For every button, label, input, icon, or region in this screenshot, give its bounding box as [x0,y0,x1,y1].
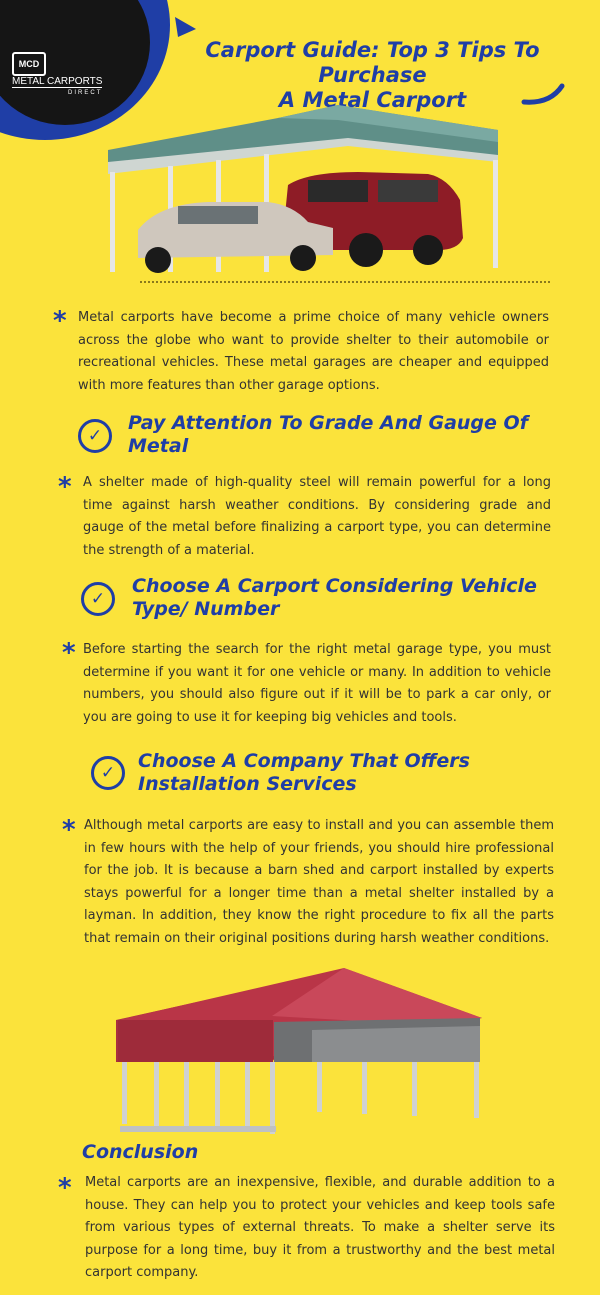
conclusion-heading: Conclusion [82,1141,199,1163]
brand-name: METAL CARPORTS [12,76,103,87]
brand-subname: DIRECT [12,87,102,99]
tip-1-heading: Pay Attention To Grade And Gauge Of Metal [128,412,528,457]
tip-3-paragraph: Although metal carports are easy to install and you can assemble them in few hours with the help of your friends, you should hire professional for the job. It is because a barn shed and carport installed by experts stays powerful for a longer time than a metal shelter installed by a layman. In addition, they know the right procedure to fix all the parts that remain on their original positions during harsh weather conditions. [84,818,554,946]
checkmark-icon: ✓ [78,419,112,453]
asterisk-icon: * [62,638,76,668]
tip-3-heading: Choose A Company That Offers Installation Services [138,750,470,795]
tip-2-heading: Choose A Carport Considering Vehicle Type/ Number [132,575,537,620]
tip-1-paragraph: A shelter made of high-quality steel will remain powerful for a long time against harsh weather conditions. By considering grade and gauge of the metal before finalizing a carport type, you can determine the strength of a material. [83,475,551,558]
red-carport-image [112,950,487,1145]
asterisk-icon: * [58,472,72,502]
tip-2-paragraph: Before starting the search for the right metal garage type, you must determine if you want it for one vehicle or many. In addition to vehicle numbers, you should also figure out if it will be to park a car only, or you are going to use it for keeping big vehicles and tools. [83,642,551,725]
triangle-icon [172,15,198,39]
page-title: Carport Guide: Top 3 Tips To Purchase A Metal Carport [205,38,540,112]
divider [140,281,550,283]
carport-with-cars-image [98,100,510,280]
brand-logo[interactable] [12,52,132,99]
intro-paragraph: Metal carports have become a prime choice of many vehicle owners across the globe who want to provide shelter to their automobile or recreational vehicles. These metal garages are cheaper and equipped with more features than other garage options. [78,310,549,393]
checkmark-icon: ✓ [91,756,125,790]
asterisk-icon: * [53,306,67,336]
asterisk-icon: * [58,1173,72,1203]
asterisk-icon: * [62,815,76,845]
brand-mark: MCD [12,52,46,76]
conclusion-paragraph: Metal carports are an inexpensive, flexible, and durable addition to a house. They can help you to protect your vehicles and keep tools safe from various types of external threats. To make a shelter serve its purpose for a long time, buy it from a trustworthy and the best metal carport company. [85,1175,555,1280]
checkmark-icon: ✓ [81,582,115,616]
